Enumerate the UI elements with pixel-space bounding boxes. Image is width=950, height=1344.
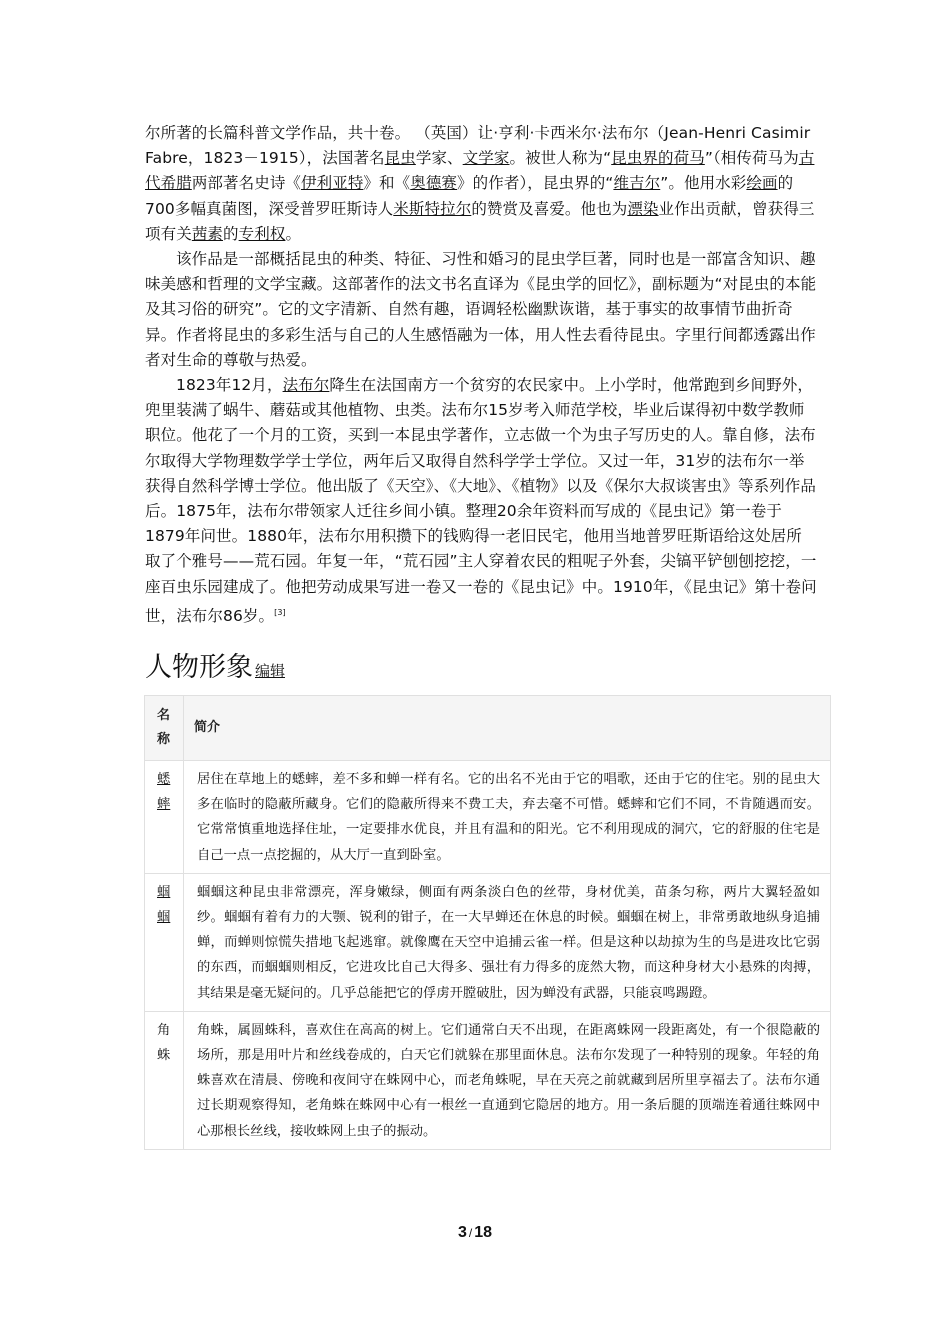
row-intro-cell: 角蛛，属圆蛛科，喜欢住在高高的树上。它们通常白天不出现，在距离蛛网一段距离处，有一个很隐蔽的场所，那是用叶片和丝线卷成的，白天它们就躲在那里面休息。法布尔发现了一种特别的现象。年轻的角蛛喜欢在清晨、傍晚和夜间守在蛛网中心，而老角蛛呢，早在天亮之前就藏到居所里享福去了。法布尔通过长期观察得知，老角蛛在蛛网中心有一根丝一直通到它隐居的地方。用一条后腿的顶端连着通往蛛网中心那根长丝线，接收蛛网上虫子的振动。 [184, 1011, 831, 1149]
link-dyeing[interactable]: 漂染 [627, 199, 659, 218]
header-name: 名称 [145, 696, 184, 761]
link-homer[interactable]: 荷马 [673, 149, 705, 168]
link-alizarin[interactable]: 茜素 [191, 224, 224, 243]
row-name-cell [145, 1011, 184, 1149]
link-katydid[interactable]: 蝈蝈 [157, 884, 171, 925]
edit-link[interactable]: 编辑 [255, 662, 286, 680]
page-total: 18 [474, 1224, 493, 1241]
section-heading [145, 648, 285, 691]
link-insect[interactable]: 昆虫 [384, 149, 416, 168]
section-title: 人物形象 [145, 652, 253, 683]
link-insect-world[interactable]: 昆虫界的 [611, 149, 674, 168]
paragraph-author: 尔所著的长篇科普文学作品，共十卷。 （英国）让·亨利·卡西米尔·法布尔（Jean-Henri Casimir Fabre，1823－1915），法国著名昆虫学家、文学家。被世人称为“昆虫界的荷马”（相传荷马为古代希腊两部著名史诗《伊利亚特》和《奥德赛》的作者），昆虫界的“维吉尔”。他用水彩绘画的700多幅真菌图，深受普罗旺斯诗人米斯特拉尔的赞赏及喜爱。他也为漂染业作出贡献，曾获得三项有关茜素的专利权。 [145, 124, 815, 243]
link-iliad[interactable]: 伊利亚特 [301, 174, 364, 193]
link-patent[interactable]: 专利权 [238, 224, 286, 243]
character-table [144, 695, 831, 1150]
table-row [145, 873, 831, 1011]
row-name-cell [145, 761, 184, 874]
link-writer[interactable]: 文学家 [462, 149, 510, 168]
page-current: 3 [457, 1224, 467, 1241]
paragraph-work: 该作品是一部概括昆虫的种类、特征、习性和婚习的昆虫学巨著，同时也是一部富含知识、趣味美感和哲理的文学宝藏。这部著作的法文书名直译为《昆虫学的回忆》，副标题为“对昆虫的本能及其习俗的研究”。它的文字清新、自然有趣，语调轻松幽默诙谐，基于事实的故事情节曲折奇异。作者将昆虫的多彩生活与自己的人生感悟融为一体，用人性去看待昆虫。字里行间都透露出作者对生命的尊敬与热爱。 [145, 250, 817, 369]
page-separator: / [468, 1226, 473, 1240]
table-row [145, 1011, 831, 1149]
link-ancient-greece[interactable]: 古代希腊 [145, 149, 815, 193]
table-row [145, 761, 831, 874]
page-number [0, 1224, 950, 1242]
citation-3[interactable]: [3] [274, 607, 286, 617]
row-name-cell [145, 873, 184, 1011]
row-intro-cell: 蝈蝈这种昆虫非常漂亮，浑身嫩绿，侧面有两条淡白色的丝带，身材优美，苗条匀称，两片大翼轻盈如纱。蝈蝈有着有力的大颚、锐利的钳子，在一大早蝉还在休息的时候。蝈蝈在树上，非常勇敢地纵身追捕蝉，而蝉则惊慌失措地飞起逃窜。就像鹰在天空中追捕云雀一样。但是这种以劫掠为生的鸟是进攻比它弱的东西，而蝈蝈则相反，它进攻比自己大得多、强壮有力得多的庞然大物，而这种身材大小悬殊的肉搏，其结果是毫无疑问的。几乎总能把它的俘虏开膛破肚，因为蝉没有武器，只能哀鸣踢蹬。 [184, 873, 831, 1011]
header-intro: 简介 [184, 696, 831, 761]
row-name-text: 角蛛 [157, 1022, 171, 1063]
link-odyssey[interactable]: 奥德赛 [410, 174, 458, 193]
paragraph-biography: 1823年12月，法布尔降生在法国南方一个贫穷的农民家中。上小学时，他常跑到乡间野外，兜里装满了蜗牛、蘑菇或其他植物、虫类。法布尔15岁考入师范学校，毕业后谋得初中数学教师职位。他花了一个月的工资，买到一本昆虫学著作，立志做一个为虫子写历史的人。靠自修，法布尔取得大学物理数学学士学位，两年后又取得自然科学学士学位。又过一年，31岁的法布尔一举获得自然科学博士学位。他出版了《天空》、《大地》、《植物》以及《保尔大叔谈害虫》等系列作品后。1875年，法布尔带领家人迁往乡间小镇。整理20余年资料而写成的《昆虫记》第一卷于1879年问世。1880年，法布尔用积攒下的钱购得一老旧民宅，他用当地普罗旺斯语给这处居所取了个雅号——荒石园。年复一年，“荒石园”主人穿着农民的粗呢子外套，尖镐平铲刨刨挖挖，一座百虫乐园建成了。他把劳动成果写进一卷又一卷的《昆虫记》中。1910年，《昆虫记》第十卷问世，法布尔86岁。[3] [145, 376, 817, 625]
table-header-row [145, 696, 831, 761]
article-body [145, 121, 817, 629]
link-virgil[interactable]: 维吉尔 [613, 174, 661, 193]
row-intro-cell: 居住在草地上的蟋蟀，差不多和蝉一样有名。它的出名不光由于它的唱歌，还由于它的住宅。别的昆虫大多在临时的隐蔽所藏身。它们的隐蔽所得来不费工夫，弃去毫不可惜。蟋蟀和它们不同，不肯随遇而安。它常常慎重地选择住址，一定要排水优良，并且有温和的阳光。它不利用现成的洞穴，它的舒服的住宅是自己一点一点挖掘的，从大厅一直到卧室。 [184, 761, 831, 874]
link-painting[interactable]: 绘画 [746, 174, 778, 193]
link-fabre[interactable]: 法布尔 [282, 376, 330, 395]
link-mistral[interactable]: 米斯特拉尔 [393, 199, 472, 218]
link-cricket[interactable]: 蟋蟀 [157, 772, 171, 812]
